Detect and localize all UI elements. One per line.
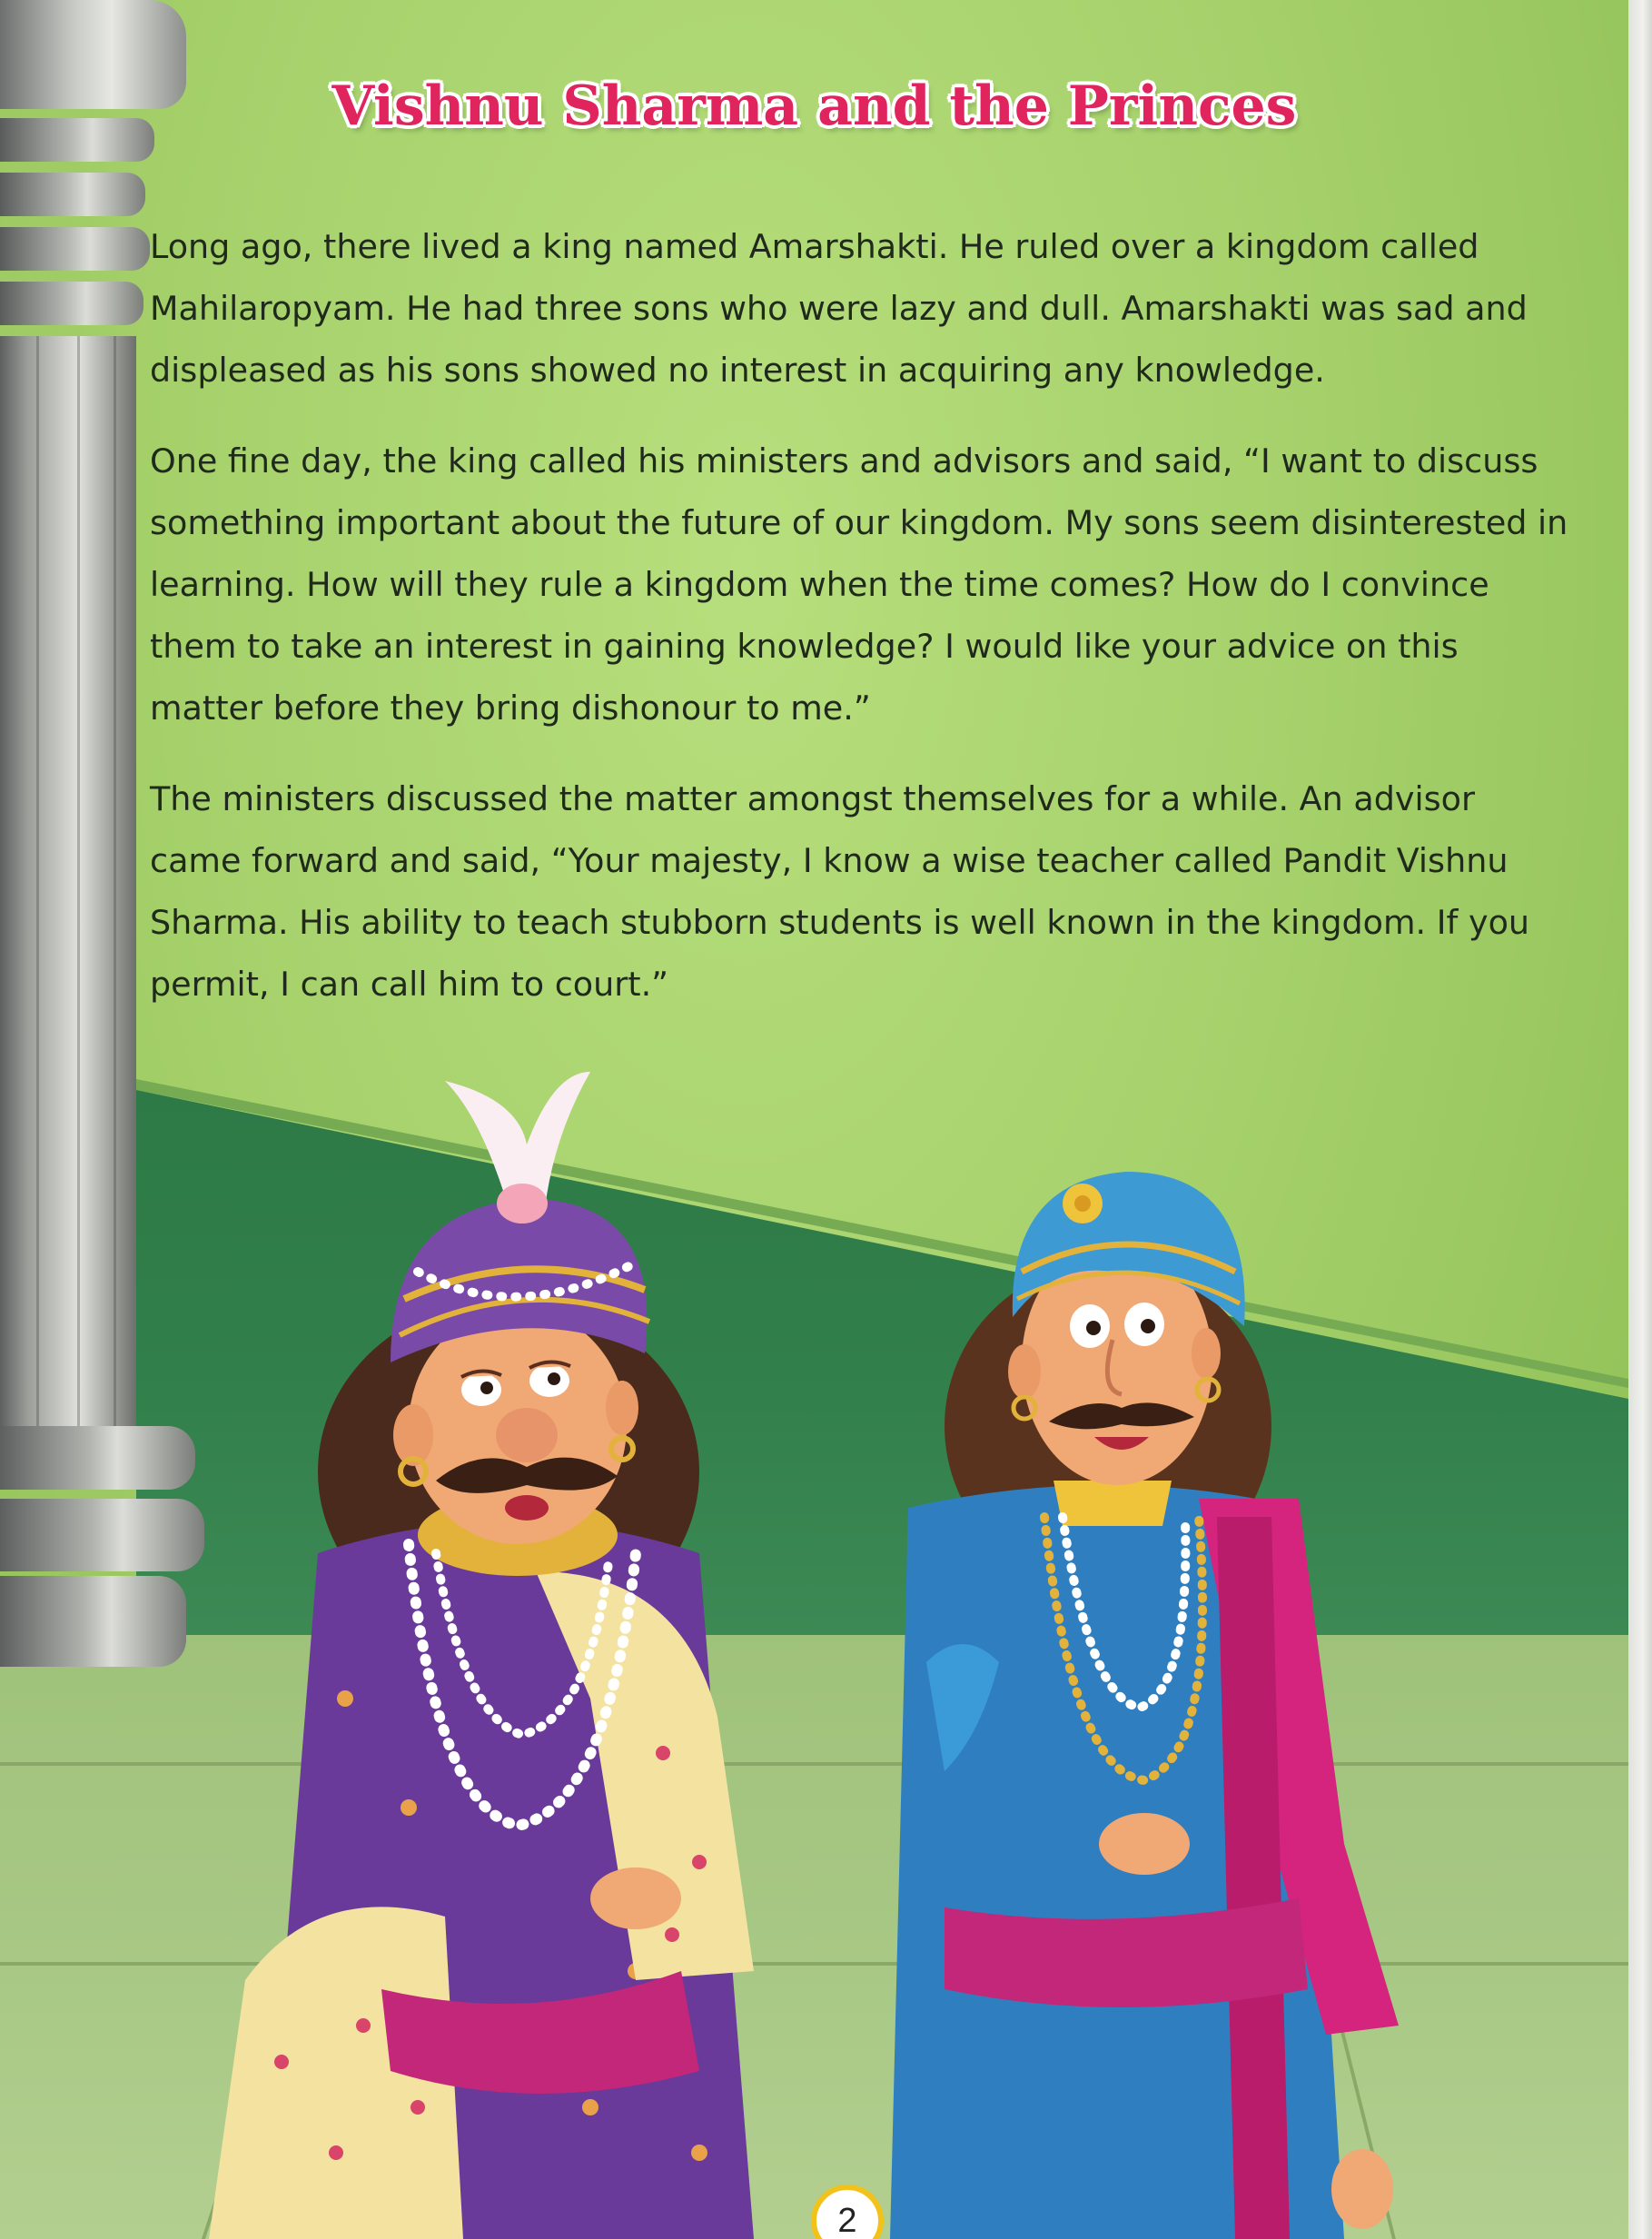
story-paragraph: One fine day, the king called his ministers and advisors and said, “I want to discuss something important about the future of our kingdom. My sons seem disinterested in learning. How will they rule a kingdom when the time comes? How do I convince them to take an interest in gaining knowledge? I would like your advice on this matter before they bring dishonour to me.” [150, 441, 1568, 728]
story-paragraph: The ministers discussed the matter amongst themselves for a while. An advisor came forward and said, “Your majesty, I know a wise teacher called Pandit Vishnu Sharma. His ability to teach stubborn students is well known in the kingdom. If you permit, I can call him to court.” [150, 779, 1530, 1004]
king-illustration [209, 1063, 935, 2239]
story-paragraph: Long ago, there lived a king named Amarshakti. He ruled over a kingdom called Mahilaropyam. He had three sons who were lazy and dull. Amarshakti was sad and displeased as his sons showed no interest in acquiring any knowledge. [150, 227, 1528, 390]
page-number: 2 [811, 2185, 884, 2239]
page-edge [1628, 0, 1652, 2239]
minister-illustration [872, 1117, 1453, 2239]
page-title: Vishnu Sharma and the Princes [331, 74, 1297, 138]
story-text [150, 216, 1576, 1045]
